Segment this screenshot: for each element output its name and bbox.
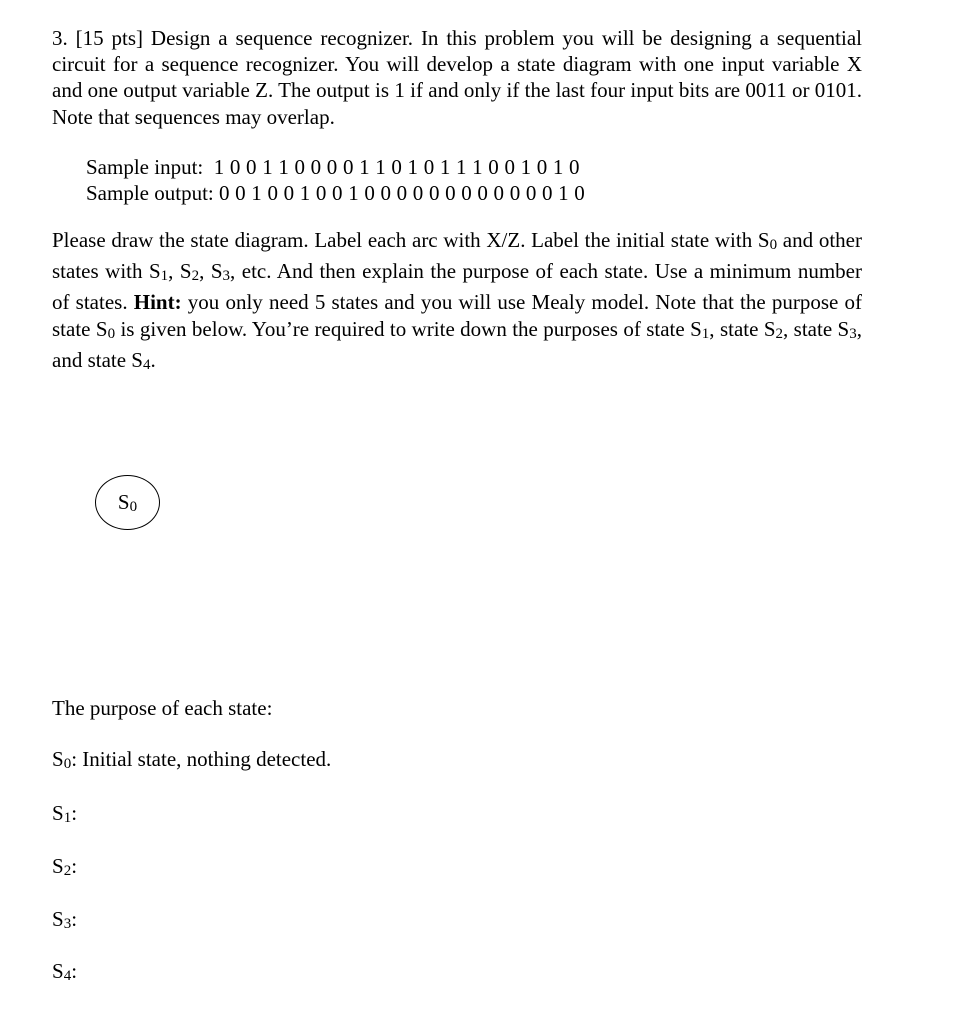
subscript: 2 (63, 863, 72, 879)
state-letter: S (52, 854, 64, 878)
instructions-text: , etc. And then explain the purpose of each state. Use a minimum number of states. (52, 259, 862, 315)
instructions-text: , state S (709, 316, 776, 341)
hint-label: Hint: (133, 290, 182, 315)
problem-statement: 3. [15 pts] Design a sequence recognizer. In this problem you will be designing a sequential circuit for a sequence recognizer. You will develop a state diagram with one input variable X and one output variable Z. The output is 1 if and only if the last four input bits are 0011 or 0101. Note that sequences may overlap. (52, 26, 862, 129)
sample-output (86, 180, 585, 206)
instructions-text: , and state S (52, 316, 862, 372)
subscript: 3 (849, 325, 857, 342)
purpose-text: : Initial state, nothing detected. (71, 747, 332, 771)
instructions-text: Please draw the state diagram. Label each arc with X/Z. Label the initial state with S (52, 228, 770, 252)
subscript: 3 (222, 268, 230, 285)
sample-input-label: Sample input: (86, 155, 204, 179)
instructions-text: , state S (783, 316, 850, 341)
purpose-s3 (52, 906, 77, 937)
purpose-text: : (71, 854, 78, 878)
instructions (52, 227, 862, 378)
subscript: 2 (775, 325, 784, 342)
subscript: 1 (701, 325, 710, 342)
subscript: 0 (769, 237, 778, 253)
instructions-text: , S (199, 259, 223, 284)
purpose-s2 (52, 853, 77, 884)
subscript: 4 (142, 356, 151, 373)
purpose-s0 (52, 746, 331, 777)
instructions-text: you only need 5 states and you will use Mealy model. Note that the purpose of state S (52, 290, 862, 341)
instructions-text: . (150, 347, 156, 372)
subscript: 3 (63, 916, 72, 932)
state-letter: S (117, 489, 130, 514)
state-letter: S (52, 801, 64, 825)
purpose-text: : (71, 959, 78, 983)
purpose-heading: The purpose of each state: (52, 696, 273, 720)
instructions-text: is given below. You’re required to write down the purposes of state S (115, 316, 702, 341)
subscript: 0 (129, 498, 138, 515)
state-s0-circle (95, 475, 160, 530)
instructions-text: , S (168, 259, 192, 284)
purpose-s1 (52, 800, 77, 831)
sample-input (86, 154, 580, 180)
sample-output-label: Sample output: (86, 181, 214, 205)
subscript: 1 (63, 810, 72, 826)
state-letter: S (52, 907, 64, 931)
state-s0-label (118, 490, 137, 516)
subscript: 1 (160, 268, 169, 285)
purpose-text: : (71, 907, 78, 931)
subscript: 2 (191, 268, 200, 285)
sample-input-sequence: 1 0 0 1 1 0 0 0 0 1 1 0 1 0 1 1 1 0 0 1 0 1 0 (213, 155, 580, 179)
purpose-s4 (52, 958, 77, 989)
state-letter: S (52, 747, 64, 771)
subscript: 0 (107, 325, 116, 342)
instructions-text: and other states with S (52, 228, 862, 284)
subscript: 4 (63, 968, 72, 984)
subscript: 0 (63, 756, 72, 772)
purpose-text: : (71, 801, 78, 825)
sample-output-sequence: 0 0 1 0 0 1 0 0 1 0 0 0 0 0 0 0 0 0 0 0 0 1 0 (219, 181, 585, 205)
state-letter: S (52, 959, 64, 983)
